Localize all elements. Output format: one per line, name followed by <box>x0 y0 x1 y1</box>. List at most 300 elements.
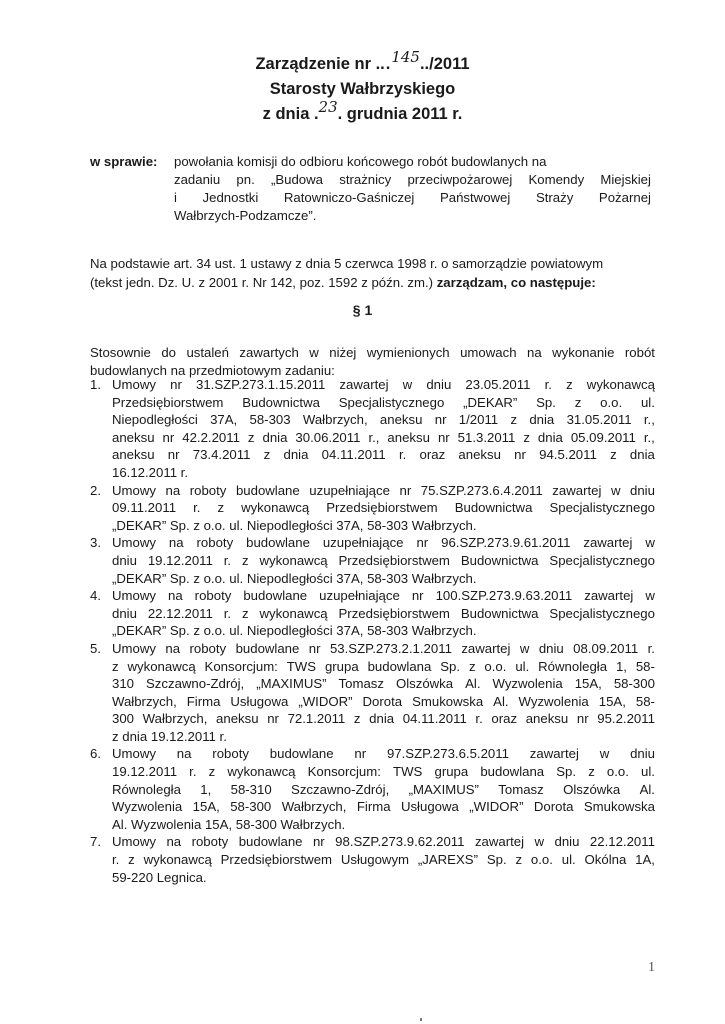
word: dniu <box>554 834 580 850</box>
word: Szczawno-Zdrój, <box>146 676 245 692</box>
word: Specjalistycznego <box>338 394 445 410</box>
word: na <box>165 482 181 498</box>
word: nr <box>411 588 424 604</box>
word: 100.SZP.273.9.63.2011 <box>435 588 573 604</box>
word: zawartej <box>339 377 389 392</box>
word: w <box>402 377 413 392</box>
word: z <box>588 764 595 780</box>
word: Konsorcjum: <box>204 658 278 674</box>
order-dots: .. <box>380 55 392 73</box>
word: budowlane <box>269 746 334 762</box>
intro-line: budowlanych na przedmiotowym zadaniu: <box>90 362 335 378</box>
item-line <box>112 429 655 447</box>
item-line <box>112 376 655 394</box>
word: roboty <box>191 834 229 850</box>
word: Usługowym <box>340 852 410 868</box>
word: „WIDOR” <box>298 693 353 709</box>
item-line: z dnia 19.12.2011 r. <box>112 728 227 744</box>
word: TWS <box>393 764 423 780</box>
word: dniu <box>426 377 452 392</box>
word: o.o. <box>530 852 553 868</box>
word: zawartej <box>474 834 525 850</box>
word: Wyzwolenia <box>518 693 589 709</box>
word: aneksu <box>379 412 423 428</box>
item-line <box>112 411 655 429</box>
word: Smukowska <box>412 693 484 709</box>
word: aneksu <box>525 711 569 727</box>
word: dnia <box>529 412 555 428</box>
subject-line <box>174 171 651 189</box>
word: oraz <box>419 447 446 463</box>
word: 22.12.2011 <box>147 605 213 621</box>
word: aneksu <box>387 429 430 445</box>
word: 94.5.2011 <box>539 447 597 463</box>
word: Umowy <box>112 535 156 551</box>
item-number: 2. <box>90 482 101 498</box>
word: 310 <box>112 676 135 692</box>
word: Sp. <box>536 394 556 410</box>
word: z <box>208 764 216 780</box>
word: 75.SZP.273.6.4.2011 <box>420 482 543 498</box>
word: 58-300 <box>613 676 655 692</box>
word: Dorota <box>362 693 403 709</box>
word: i <box>174 190 177 205</box>
word: „Budowa <box>270 172 324 187</box>
word: Smukowska <box>583 799 655 815</box>
word: Wyzwolenia <box>112 799 183 815</box>
word: z <box>610 447 617 463</box>
word: z <box>241 605 249 621</box>
subject-line: Wałbrzych-Podzamcze”. <box>174 208 317 223</box>
word: ul. <box>641 764 655 780</box>
word: 300 <box>112 711 135 727</box>
intro-line <box>90 344 655 362</box>
word: Dorota <box>533 799 574 815</box>
word: roboty <box>196 535 234 551</box>
item-line <box>112 587 655 605</box>
word: wymienionych <box>366 345 450 360</box>
word: Okólna <box>584 852 627 868</box>
word: w <box>519 640 530 656</box>
word: r. <box>223 605 232 621</box>
word: Równoległa <box>538 658 608 674</box>
word: uzupełniające <box>309 482 390 498</box>
word: aneksu <box>112 447 155 463</box>
word: 15A, <box>598 693 626 709</box>
word: dniu <box>112 552 137 568</box>
word: nr <box>437 429 450 445</box>
contract-item <box>90 534 655 587</box>
word: w <box>645 535 655 551</box>
word: nr <box>354 746 367 762</box>
word: strażnicy <box>339 172 392 187</box>
word: Sp. <box>486 852 507 868</box>
word: z <box>574 394 582 410</box>
word: z <box>128 852 135 868</box>
word: oraz <box>491 711 518 727</box>
word: 58- <box>635 693 655 709</box>
word: Budownictwa <box>454 500 533 516</box>
word: r., <box>643 412 655 428</box>
word: z <box>523 429 530 445</box>
item-line <box>112 833 655 851</box>
item-number: 3. <box>90 535 101 551</box>
item-line <box>112 605 655 623</box>
word: roboty <box>189 640 227 656</box>
word: nr <box>399 482 412 498</box>
order-number-line <box>0 48 725 77</box>
word: 1, <box>615 658 627 674</box>
word: na <box>166 834 182 850</box>
word: dnia <box>262 429 288 445</box>
decision-clause: zarządzam, co następuje: <box>436 275 596 290</box>
word: Wałbrzych, <box>112 693 177 709</box>
document-header <box>0 48 725 127</box>
word: r., <box>643 429 655 445</box>
word: 31.SZP.273.1.15.2011 <box>195 377 326 392</box>
word: 04.11.2011 <box>402 711 467 727</box>
word: 58-300 <box>230 799 272 815</box>
subject-line: powołania komisji do odbioru końcowego robót budowlanych na <box>174 154 547 169</box>
word: Tomasz <box>498 781 544 797</box>
word: Umowy <box>112 746 156 762</box>
word: roboty <box>189 482 227 498</box>
word: nr <box>416 535 429 551</box>
word: z <box>247 429 255 445</box>
item-line: 16.12.2011 r. <box>112 464 189 480</box>
word: r. <box>475 711 483 727</box>
word: ul. <box>640 394 655 410</box>
word: nr <box>312 834 325 850</box>
word: Firma <box>186 693 221 709</box>
word: Stosownie <box>90 345 151 360</box>
word: 1, <box>200 781 212 797</box>
word: Firma <box>356 799 391 815</box>
subject-text <box>174 153 651 225</box>
intro-text <box>90 344 655 379</box>
word: TWS <box>286 658 317 674</box>
word: Usługowa <box>400 799 459 815</box>
word: Przedsiębiorstwem <box>112 394 224 410</box>
contract-item <box>90 745 655 833</box>
word: ul. <box>515 658 530 674</box>
word: 58- <box>635 658 655 674</box>
legal-basis-line: Na podstawie art. 34 ust. 1 ustawy z dnia 5 czerwca 1998 r. o samorządzie powiatowym <box>90 256 604 271</box>
word: nr <box>514 447 526 463</box>
word: Państwowej <box>439 190 511 205</box>
word: 95.2.2011 <box>597 711 655 727</box>
word: dniu <box>630 746 655 762</box>
word: Ratowniczo-Gaśniczej <box>283 190 415 205</box>
word: o.o. <box>484 658 507 674</box>
item-line <box>112 658 655 676</box>
word: Al. <box>493 693 509 709</box>
word: 08.09.2011 <box>573 640 639 656</box>
word: Wałbrzych, <box>142 711 208 727</box>
item-line <box>112 394 655 412</box>
word: „JAREXS” <box>417 852 478 868</box>
word: r. <box>647 640 655 656</box>
word: nr <box>162 429 175 445</box>
item-line: „DEKAR” Sp. z o.o. ul. Niepodległości 37A, 58-303 Wałbrzych. <box>112 570 477 586</box>
date-line <box>0 98 725 127</box>
word: r. <box>223 552 232 568</box>
word: wykonanie <box>552 345 615 360</box>
date-prefix: z dnia . <box>262 105 319 123</box>
word: 05.09.2011 <box>570 429 636 445</box>
word: 53.SZP.273.2.1.2011 <box>329 640 452 656</box>
word: na <box>168 535 184 551</box>
word: wykonawcą <box>241 500 310 516</box>
word: budowlana <box>480 764 545 780</box>
word: „WIDOR” <box>469 799 524 815</box>
date-suffix: . grudnia 2011 r. <box>337 105 463 123</box>
word: 58-310 <box>230 781 272 797</box>
word: dniu <box>630 482 655 498</box>
word: z <box>510 412 518 428</box>
word: z <box>468 658 476 674</box>
word: Usługowa <box>230 693 289 709</box>
word: roboty <box>212 746 249 762</box>
item-line <box>112 798 655 816</box>
word: 09.11.2011 <box>112 500 177 516</box>
word: Równoległa <box>112 781 181 797</box>
order-title-prefix: Zarządzenie nr . <box>255 55 381 73</box>
item-line <box>112 781 655 799</box>
item-line <box>112 640 655 658</box>
word: r. <box>112 852 120 868</box>
word: r. <box>193 500 201 516</box>
word: 73.4.2011 <box>192 447 251 463</box>
word: 30.06.2011 <box>295 429 361 445</box>
word: Przedsiębiorstwem <box>220 852 333 868</box>
item-line: 59-220 Legnica. <box>112 869 207 885</box>
word: budowlane <box>235 482 300 498</box>
legal-basis-line <box>90 273 655 292</box>
item-line <box>112 499 655 517</box>
word: budowlana <box>367 658 432 674</box>
word: 31.05.2011 <box>566 412 632 428</box>
paragraph-mark: § 1 <box>352 302 373 318</box>
word: zawartej <box>529 746 579 762</box>
handwritten-day: 23 <box>318 98 338 116</box>
word: wykonawcą <box>143 852 212 868</box>
word: do <box>161 345 176 360</box>
word: Specjalistycznego <box>549 552 655 568</box>
item-number: 6. <box>90 746 101 762</box>
word: r. <box>189 764 197 780</box>
word: Wałbrzych, <box>302 412 368 428</box>
word: Sp. <box>440 658 461 674</box>
word: Specjalistycznego <box>549 500 655 516</box>
word: zawartych <box>239 345 299 360</box>
item-line <box>112 534 655 552</box>
word: dnia <box>629 447 655 463</box>
word: 37A, <box>210 412 238 428</box>
word: Budownictwa <box>242 394 320 410</box>
word: aneksu <box>458 447 501 463</box>
word: wykonawcą <box>259 605 328 621</box>
word: Umowy <box>112 377 156 392</box>
word: ustaleń <box>186 345 229 360</box>
word: uzupełniające <box>322 535 404 551</box>
word: 96.SZP.273.9.61.2011 <box>441 535 571 551</box>
word: dnia <box>369 711 395 727</box>
word: Przedsiębiorstwem <box>326 500 438 516</box>
word: dniu <box>112 605 137 621</box>
word: z <box>241 552 249 568</box>
legal-basis-text: (tekst jedn. Dz. U. z 2001 r. Nr 142, poz. 1592 z późn. zm.) <box>90 275 437 290</box>
subject-label: w sprawie: <box>90 154 158 169</box>
word: w <box>534 834 545 850</box>
word: budowlane <box>235 640 300 656</box>
word: 19.12.2011 <box>112 764 178 780</box>
word: zawartej <box>583 535 633 551</box>
word: wykonawcą <box>127 658 196 674</box>
word: zawartej <box>584 588 634 604</box>
word: na <box>527 345 542 360</box>
item-line <box>112 446 655 464</box>
word: dniu <box>538 640 564 656</box>
word: z <box>263 447 271 463</box>
word: w <box>599 746 610 762</box>
word: Straży <box>535 190 574 205</box>
item-line <box>112 482 655 500</box>
issuer-line: Starosty Wałbrzyskiego <box>269 80 456 98</box>
word: Miejskiej <box>600 172 651 187</box>
word: grupa <box>434 764 469 780</box>
scan-speck <box>420 1018 422 1021</box>
word: na <box>167 588 183 604</box>
word: z <box>353 711 361 727</box>
word: Budownictwa <box>460 552 539 568</box>
word: 22.12.2011 <box>589 834 655 850</box>
word: z <box>112 658 119 674</box>
word: 19.12.2011 <box>147 552 213 568</box>
word: pn. <box>236 172 255 187</box>
item-number: 7. <box>90 834 101 850</box>
item-line: „DEKAR” Sp. z o.o. ul. Niepodległości 37A, 58-303 Wałbrzych. <box>112 623 477 639</box>
word: na <box>176 746 192 762</box>
word: robót <box>624 345 655 360</box>
item-line <box>112 851 655 869</box>
item-line: „DEKAR” Sp. z o.o. ul. Niepodległości 37A, 58-303 Wałbrzych. <box>112 517 477 533</box>
word: Specjalistycznego <box>549 605 655 621</box>
word: zawartej <box>461 640 511 656</box>
page-number: 1 <box>648 960 655 975</box>
word: wykonawcą <box>586 377 655 392</box>
word: Olszówka <box>395 676 454 692</box>
item-line <box>112 745 655 763</box>
word: 97.SZP.273.6.5.2011 <box>386 746 509 762</box>
word: Budownictwa <box>460 605 539 621</box>
word: nr <box>167 447 180 463</box>
item-number: 5. <box>90 640 101 656</box>
word: z <box>566 377 573 392</box>
word: Umowy <box>112 640 156 656</box>
word: Umowy <box>112 834 156 850</box>
word: Umowy <box>112 588 156 604</box>
word: Tomasz <box>338 676 384 692</box>
word: Wyzwolenia <box>492 676 563 692</box>
word: w <box>610 482 621 498</box>
word: r., <box>368 429 380 445</box>
word: Pożarnej <box>598 190 651 205</box>
word: Przedsiębiorstwem <box>338 605 450 621</box>
item-line: Al. Wyzwolenia 15A, 58-300 Wałbrzych. <box>112 816 346 832</box>
word: 23.05.2011 <box>465 377 531 392</box>
handwritten-order-number: 145 <box>391 48 420 66</box>
item-line <box>112 552 655 570</box>
word: r. <box>544 377 552 392</box>
contract-item <box>90 376 655 482</box>
word: dnia <box>283 447 309 463</box>
word: wykonawcą <box>227 764 296 780</box>
word: Szczawno-Zdrój, <box>291 781 390 797</box>
word: nr <box>170 377 182 392</box>
word: nr <box>434 412 447 428</box>
legal-basis <box>90 254 655 292</box>
word: Komendy <box>528 172 585 187</box>
word: 15A, <box>192 799 220 815</box>
order-title-suffix: ../2011 <box>419 55 470 73</box>
word: 98.SZP.273.9.62.2011 <box>335 834 465 850</box>
word: niżej <box>329 345 357 360</box>
word: o.o. <box>606 764 629 780</box>
contract-item <box>90 833 655 886</box>
word: Wałbrzych, <box>281 799 347 815</box>
word: nr <box>308 640 321 656</box>
word: Umowy <box>112 482 156 498</box>
item-number: 4. <box>90 588 101 604</box>
word: ul. <box>561 852 576 868</box>
word: dnia <box>537 429 563 445</box>
contract-list <box>90 376 655 886</box>
word: r. <box>398 447 407 463</box>
item-line <box>112 763 655 781</box>
word: zadaniu <box>174 172 221 187</box>
word: budowlane <box>243 588 308 604</box>
word: aneksu <box>216 711 259 727</box>
word: Konsorcjum: <box>307 764 381 780</box>
word: „DEKAR” <box>463 394 518 410</box>
word: Niepodległości <box>112 412 198 428</box>
word: aneksu <box>112 429 155 445</box>
word: uzupełniające <box>319 588 400 604</box>
word: na <box>165 640 181 656</box>
item-line <box>112 675 655 693</box>
item-line <box>112 710 655 728</box>
word: 72.1.2011 <box>287 711 346 727</box>
word: przeciwpożarowej <box>407 172 513 187</box>
word: budowlane <box>238 834 303 850</box>
word: grupa <box>324 658 359 674</box>
word: Al. <box>465 676 481 692</box>
word: w <box>309 345 319 360</box>
word: o.o. <box>600 394 623 410</box>
word: 51.3.2011 <box>457 429 516 445</box>
word: 1/2011 <box>458 412 499 428</box>
item-line <box>112 693 655 711</box>
contract-item <box>90 482 655 535</box>
word: roboty <box>194 588 232 604</box>
word: Przedsiębiorstwem <box>338 552 450 568</box>
word: 15A, <box>574 676 602 692</box>
word: Jednostki <box>202 190 259 205</box>
word: Olszówka <box>563 781 621 797</box>
subject-line <box>174 189 651 207</box>
word: umowach <box>460 345 517 360</box>
